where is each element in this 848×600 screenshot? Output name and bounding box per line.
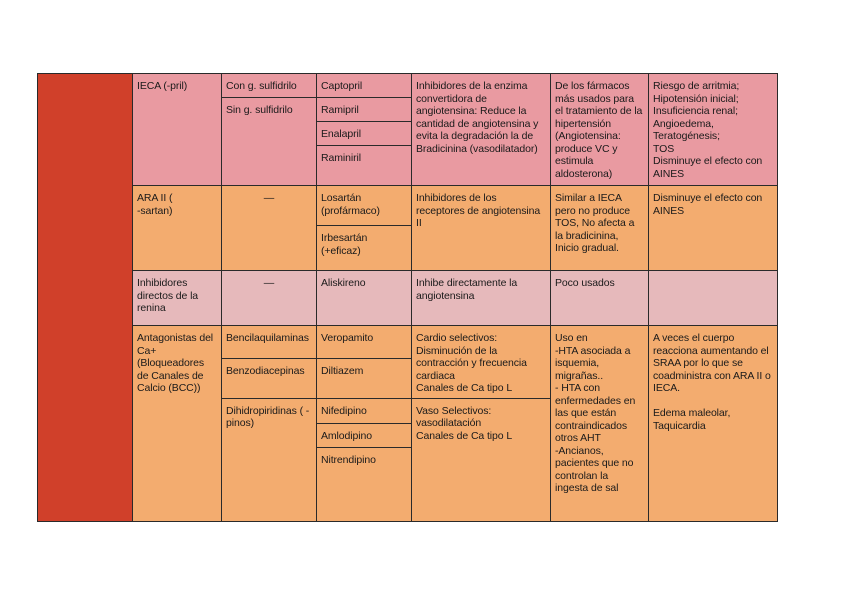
- drug-veropamito: Veropamito: [317, 326, 412, 359]
- class-renina: Inhibidores directos de la renina: [133, 271, 222, 326]
- mechanism-ara2: Inhibidores de los receptores de angiotensina II: [412, 186, 551, 271]
- usage-ieca: De los fármacos más usados para el tratamiento de la hipertensión (Angiotensina: produce VC y estimula aldosterona): [551, 74, 649, 186]
- mechanism-renina: Inhibe directamente la angiotensina: [412, 271, 551, 326]
- usage-ara2: Similar a IECA pero no produce TOS, No afecta a la bradicinina, Inicio gradual.: [551, 186, 649, 271]
- drug-captopril: Captopril: [317, 74, 412, 98]
- mechanism-ieca: Inhibidores de la enzima convertidora de angiotensina: Reduce la cantidad de angiotensina y evita la degradación la de Bradicinina (vasodilatador): [412, 74, 551, 186]
- mechanism-vaso-selectivos: Vaso Selectivos: vasodilatación Canales de Ca tipo L: [412, 398, 551, 521]
- drug-ramipril: Ramipril: [317, 98, 412, 122]
- drug-nifedipino: Nifedipino: [317, 398, 412, 423]
- drug-irbesartan: Irbesartán (+eficaz): [317, 226, 412, 271]
- effects-ieca: Riesgo de arritmia; Hipotensión inicial; Insuficiencia renal; Angioedema, Teratogénesis; TOS Disminuye el efecto con AINES: [649, 74, 778, 186]
- drug-nitrendipino: Nitrendipino: [317, 447, 412, 521]
- subgroup-ara2: —: [222, 186, 317, 271]
- subgroup-sin-sulfidrilo: Sin g. sulfidrilo: [222, 98, 317, 186]
- effects-ara2: Disminuye el efecto con AINES: [649, 186, 778, 271]
- subgroup-benzodiacepinas: Benzodiacepinas: [222, 359, 317, 399]
- drug-amlodipino: Amlodipino: [317, 423, 412, 447]
- usage-renina: Poco usados: [551, 271, 649, 326]
- class-ara2: ARA II ( -sartan): [133, 186, 222, 271]
- effects-renina: [649, 271, 778, 326]
- mechanism-cardio-selectivos: Cardio selectivos: Disminución de la contracción y frecuencia cardiaca Canales de Ca tipo L: [412, 326, 551, 399]
- class-calcio: Antagonistas del Ca+ (Bloqueadores de Canales de Calcio (BCC)): [133, 326, 222, 522]
- effects-calcio: A veces el cuerpo reacciona aumentando el SRAA por lo que se coadministra con ARA II o IECA. Edema maleolar, Taquicardia: [649, 326, 778, 522]
- drug-enalapril: Enalapril: [317, 122, 412, 146]
- drug-table: [37, 73, 778, 522]
- drug-diltiazem: Diltiazem: [317, 359, 412, 399]
- subgroup-bencilaquilaminas: Bencilaquilaminas: [222, 326, 317, 359]
- drug-aliskireno: Aliskireno: [317, 271, 412, 326]
- subgroup-dihidropiridinas: Dihidropiridinas ( -pinos): [222, 398, 317, 521]
- class-ieca: IECA (-pril): [133, 74, 222, 186]
- drug-raminiril: Raminiril: [317, 146, 412, 186]
- subgroup-con-sulfidrilo: Con g. sulfidrilo: [222, 74, 317, 98]
- usage-calcio: Uso en -HTA asociada a isquemia, migrañas.. - HTA con enfermedades en las que están contraindicados otros AHT -Ancianos, pacientes que no controlan la ingesta de sal: [551, 326, 649, 522]
- subgroup-renina: —: [222, 271, 317, 326]
- drug-losartan: Losartán (profármaco): [317, 186, 412, 226]
- side-color-band: [38, 74, 133, 522]
